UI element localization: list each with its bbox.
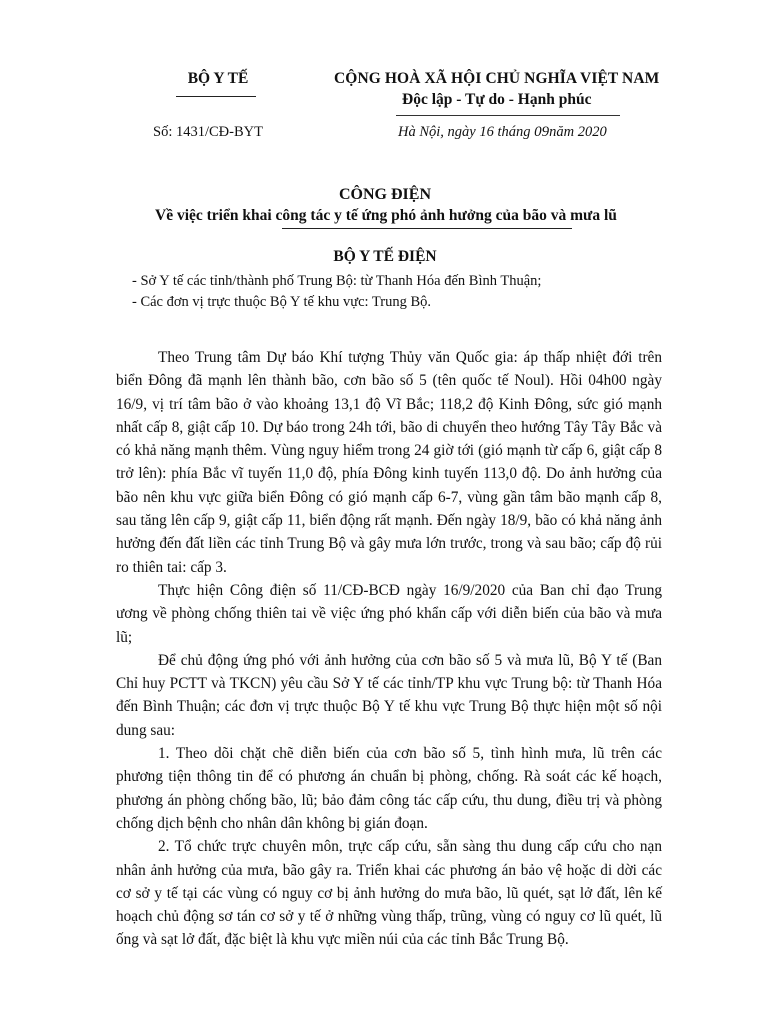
document-number: Số: 1431/CĐ-BYT — [153, 124, 263, 140]
document-subtitle: Về việc triển khai công tác y tế ứng phó ảnh hưởng của bão và mưa lũ — [155, 207, 617, 224]
national-motto: Độc lập - Tự do - Hạnh phúc — [402, 91, 592, 108]
body-paragraph: Theo Trung tâm Dự báo Khí tượng Thủy văn Quốc gia: áp thấp nhiệt đới trên biển Đông đã mạnh lên thành bão, cơn bão số 5 (tên quốc tế Noul). Hồi 04h00 ngày 16/9, vị trí tâm bão ở vào khoảng 13,1 độ Vĩ Bắc; 118,2 độ Kinh Đông, sức gió mạnh nhất cấp 8, giật cấp 10. Dự báo trong 24h tới, bão di chuyển theo hướng Tây Tây Bắc và có khả năng mạnh thêm. Vùng nguy hiểm trong 24 giờ tới (gió mạnh từ cấp 6, giật cấp 8 trở lên): phía Bắc vĩ tuyến 11,0 độ, phía Đông kinh tuyến 113,0 độ. Do ảnh hưởng của bão nên khu vực giữa biển Đông có gió mạnh cấp 6-7, vùng gần tâm bão mạnh cấp 8, sau tăng lên cấp 9, giật cấp 11, biển động rất mạnh. Đến ngày 18/9, bão có khả năng ảnh hưởng đến đất liền các tỉnh Trung Bộ và gây mưa lớn trước, trong và sau bão; cấp độ rủi ro thiên tai: cấp 3. — [116, 349, 662, 576]
body-paragraph: Để chủ động ứng phó với ảnh hưởng của cơn bão số 5 và mưa lũ, Bộ Y tế (Ban Chỉ huy PCTT và TKCN) yêu cầu Sở Y tế các tỉnh/TP khu vực Trung bộ: từ Thanh Hóa đến Bình Thuận; các đơn vị trực thuộc Bộ Y tế khu vực Trung Bộ thực hiện một số nội dung sau: — [116, 651, 662, 739]
place-and-date — [398, 124, 607, 141]
body-paragraph: 1. Theo dõi chặt chẽ diễn biến của cơn bão số 5, tình hình mưa, lũ trên các phương tiện thông tin để có phương án chuẩn bị phòng, chống. Rà soát các kế hoạch, phương án phòng chống bão, lũ; bảo đảm công tác cấp cứu, thu dung, điều trị và phòng chống dịch bệnh cho nhân dân không bị gián đoạn. — [116, 745, 662, 832]
motto-divider — [396, 115, 620, 116]
document-title: CÔNG ĐIỆN — [338, 186, 431, 203]
recipient-item: - Sở Y tế các tỉnh/thành phố Trung Bộ: từ Thanh Hóa đến Bình Thuận; — [132, 273, 542, 289]
body-paragraph: Thực hiện Công điện số 11/CĐ-BCĐ ngày 16/9/2020 của Ban chỉ đạo Trung ương về phòng chống thiên tai về việc ứng phó khẩn cấp với diễn biến của bão và mưa lũ; — [116, 581, 662, 646]
document-body — [116, 346, 662, 952]
issuing-agency: BỘ Y TẾ — [187, 70, 249, 87]
subtitle-underline — [282, 228, 572, 229]
date-suffix: năm 2020 — [549, 124, 607, 140]
date-month-handwritten: 09 — [534, 124, 550, 140]
national-title: CỘNG HOÀ XÃ HỘI CHỦ NGHĨA VIỆT NAM — [334, 70, 660, 87]
date-prefix: Hà Nội, ngày 16 tháng — [398, 124, 535, 140]
body-paragraph: 2. Tổ chức trực chuyên môn, trực cấp cứu, sẵn sàng thu dung cấp cứu cho nạn nhân ảnh hưởng của mưa, bão gây ra. Triển khai các phương án bảo vệ hoặc di dời các cơ sở y tế tại các vùng có nguy cơ bị ảnh hưởng do mưa bão, lũ quét, sạt lở đất, lên kế hoạch chủ động sơ tán cơ sở y tế ở những vùng thấp, trũng, vùng có nguy cơ lũ quét, lũ ống và sạt lở đất, đặc biệt là khu vực miền núi của các tỉnh Bắc Trung Bộ. — [116, 838, 662, 949]
sender-line: BỘ Y TẾ ĐIỆN — [333, 248, 437, 265]
agency-divider — [176, 96, 256, 97]
recipient-item: - Các đơn vị trực thuộc Bộ Y tế khu vực: Trung Bộ. — [132, 294, 431, 310]
